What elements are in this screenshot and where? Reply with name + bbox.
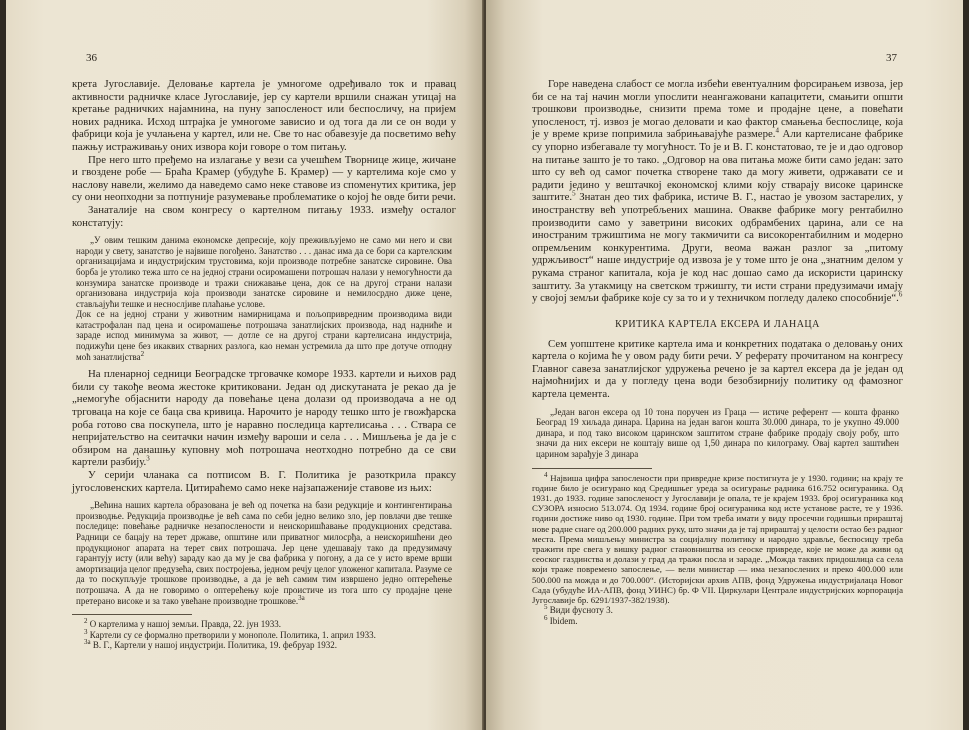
quote-text: „У овим тешким данима економске депресије, коју преживљујемо не само ми него и сви народи у свету, занатство је највише погођено. Занатство . . . данас има да се бори са картелским организацијама и индустријским трустовима, који производе потребне занатске сировине. Ова борба је утолико тежа што се на једној страни осиромашени потрошач налази у немогућности да конзумира занатске производе и тражи снижавање цена, док се на другој страни налази организована индустрија која производи занатске сировине и немилосрдно диже цене, стављајући тешке и неснослјиве плаћање услове. [76,235,452,309]
quote-text: Док се на једној страни у животним намирницама и пољопривредним производима види катастрофалан пад цена и осиромашење потрошача занатлијских производа, над надниће и зараде испод минимума за живот, — дотле се на другој страни картелисана индустрија, подижући цене без икаквих стварних разлога, као неман устремила да што пре дотуче отподну моћ занатлиjства [76,309,452,362]
footnote-ref: 3 [146,454,150,463]
section-heading: КРИТИКА КАРТЕЛА ЕКСЕРА И ЛАНАЦА [615,318,820,330]
paragraph: Пре него што пређемо на излагање у вези са учешћем Творнице жице, жичане и гвоздене робе — Браћа Крамер (убудуће Б. Крамер) — у картелима које смо у наслову навели, желимо да наведемо само неке ставове из споменутих критика, јер су они неопходни за потпуније разумевање проблематике о којој ће овде бити речи. [72,153,456,204]
paragraph-text: Али картелисане фабрике су упорно избегавале ту могућност. То је и В. Г. констатовао, те је и дао одговор на питање зашто је то тако. „Одговор на ова питања може бити само један: зато што су већ од самог почетка створене тако да могу живети, одржавати се и радити једино у вештачкој економској клими коју стварају високе царинске заштите. [532,128,903,204]
page-number-right: 37 [886,52,897,64]
footnote [72,637,456,650]
paragraph [532,78,903,305]
paragraph: крета Југославије. Деловање картела је умногоме одређивало ток и правац активности радничке класе Југославије, јер су картели вршили снажан утицај на кретање радничких најамнина, на пуну запосленост или беспосличу, на пријем нових радника. Исход штрајка је умногоме зависио и од тога да ли се он води у фабрици која је учлањена у картел, или не. Све то нас обавезује да посветимо већу пажњу истраживању оних извора који говоре о том питању. [72,78,456,153]
footnote-mark: 4 [544,470,548,479]
paragraph-text: Горе наведена слабост се могла избећи евентуалним форсирањем извоза, јер би се на тај начин могли упослити неангажовани капацитети, смањити општи трошкови производње, снизити према томе и продајне цене, а повећати упосленост, тј. извоз је могао деловати и као фактор смањења беспослице, која је у време кризе попримила забрињавајуће размере. [532,78,903,141]
footnote-ref: 4 [775,126,779,135]
footnote-text: О картелима у нашој земљи. Правда, 22. јун 1933. [89,619,281,630]
quote-text: „Већина наших картела образована је већ од почетка на бази редукције и контингентирања производње. Редукција производње је већ сама по себи једно велико зло, јер повлачи две тешке последице: повећање радничке незапослености и неискоришћавање продукционих средстава. Радници се бацају на терет државе, општине или приватног милосрђа, а неискоришћени део продукционог апарата на терет свих потрошача. Јер цене удешавају тако да предузимачу гарантују исту (или већу) зараду као да му је сва фабрика у погону, а да се у исто време врши амортизација целог предузећа, свих постројења, једном речју целог уложеног капитала. Разуме се да то поскупљује трошкове производње, а да је већ самим тим извршено једно оптерећење потрошача. А да не говоримо о оптерећењу које проистиче из тога што су продајне цене претерано високе и за тако увећане производне трошкове. [76,500,452,606]
footnote-mark: 2 [84,617,88,626]
footnote-ref: 2 [140,349,145,358]
footnote-text: Картели су се формално претворили у монополе. Политика, 1. април 1933. [89,629,376,640]
paragraph-text: Знатан део тих фабрика, истиче В. Г., настао је увозом застарелих, у иностранству већ употребљених машина. Овакве фабрике могу рентабилно производити само у заветрини високих одбрамбених царина, али се на иностраним тржиштима не могу такмичити са високорентабилним и модерно опремљеним конкурентима. Други, веома важан разлог за „питому удржљивост“ наше индустрије од извоза је у томе што је она „знатним делом у рукама страног капитала, која је код нас дошао само да искористи царинску заштиту. За утакмицу на светском тржишту, ти исти страни предузимачи имају у својој земљи фабрике које су за то и у техничком погледу далеко способније“. [532,191,903,305]
footnote-ref: 6 [898,290,903,299]
paragraph: Занаталије на свом конгресу о картелном питању 1933. између осталог констатују: [72,203,456,229]
block-quote [72,235,456,362]
footnote-mark: 3 [84,627,88,636]
paragraph: Сем уопштене критике картела има и конкретних података о деловању оних картела о којима ће у овом раду бити речи. У реферату прочитаном на конгресу Главног савеза занатлијског удружења речено је за картел ексера да је један од најмоћнијих и да у погледу цена води безобзирнију политику од фамозног картела цемента. [532,337,903,401]
footnote-ref: 3а [298,593,305,602]
footnote-mark: 5 [544,603,548,612]
footnote-mark: 6 [544,613,548,622]
footnote-text: Највиша цифра запослености при привредне кризе постигнута је у 1930. години; на крају те године било је осигурано код Средишњег уреда за осигурање радника 616.752 осигураника. Од 1931. до 1933. године запосленост у Југославији је опала, те је крајем 1933. броj осигураника код СУЗОРА износио 513.074. Од 1934. године број осигураника код исте установе расте, те у 1936. години достиже ниво од 1930. године. При том треба имати у виду просечни годишњи прираштај нове радне снаге од 200.000 радних руку, што значи да је тај прираштај у целости остао без радног места. Према мишљењу министра за социјалну политику и народно здравље, беспосицу треба тражити пре свега у вишку радног становништва из сеоске привреде, које не може да живи од сеоског газдинства и долази у град да тражи посла и зараде. „Можда таквих придошлица са села који траже повремено запослење, — вели министар — има незапослених и преко 400.000 или 500.000 па можда и до 700.000“. (Историјски архив АПВ, фонд Удружења индустријалаца Новог Сада (убудуће ИА-АПВ, фонд УИНС) бр. Ф VII. Циркулари Централе индустријских корпорација Југославије бр. 6291/1937-382/1938). [532,472,903,606]
footnote [72,619,456,629]
footnote-text: Види фусноту 3. [549,605,613,616]
footnote-text: Ibidem. [549,615,578,626]
block-quote [72,500,456,606]
right-page-content [532,78,903,626]
footnote [532,470,903,606]
footnote-mark: 3а [84,637,91,646]
footnote [72,627,456,640]
paragraph: У серији чланака са потписом В. Г. Политика је разоткрила праксу југословенских картела. Цитираћемо само неке најзапаженије ставове из њих: [72,469,456,494]
right-page [486,0,963,730]
footnote [532,605,903,615]
footnote-rule [532,468,652,469]
left-page [6,0,484,730]
footnote-ref: 5 [572,189,576,198]
page-number-left: 36 [86,52,97,64]
paragraph-text: На пленарној седници Београдске трговачке коморе 1933. картели и њихов рад били су такође веома жестоке критиковани. Један од дискутаната је рекао да је „немогуће објаснити народу да повећање цена долази од производача а не од трговаца на које се баца сва кривица. Нарочито је народу тешко што је гвожђарска роба готово сва поскупела, што је наравно последица картелисања . . . Ствара се непријатељство на сеитачки начин између вароши и села . . . Мишљења је да је с обзиром на данашњу куповну моћ потрошача неотходно потребно да се сви картели разбију. [72,368,456,469]
block-quote: „Један вагон ексера од 10 тона поручен из Граца — истиче референт — кошта франко Београд 19 хиљада динара. Царина на један вагон кошта 30.000 динара, то је укупно 49.000 динара, и под тако високом царинском заштитом стране фабрике продају своју робу, што значи да них ексери не коштају више од 1,50 динара по килограму. Овај картел заштићен царином зарађује 3 динара [536,406,899,460]
paragraph [72,368,456,469]
footnote [532,613,903,626]
left-page-content [72,78,456,650]
footnote-rule [72,614,192,615]
footnote-text: В. Г., Картели у нашој индустрији. Политика, 19. фебруар 1932. [92,639,338,650]
